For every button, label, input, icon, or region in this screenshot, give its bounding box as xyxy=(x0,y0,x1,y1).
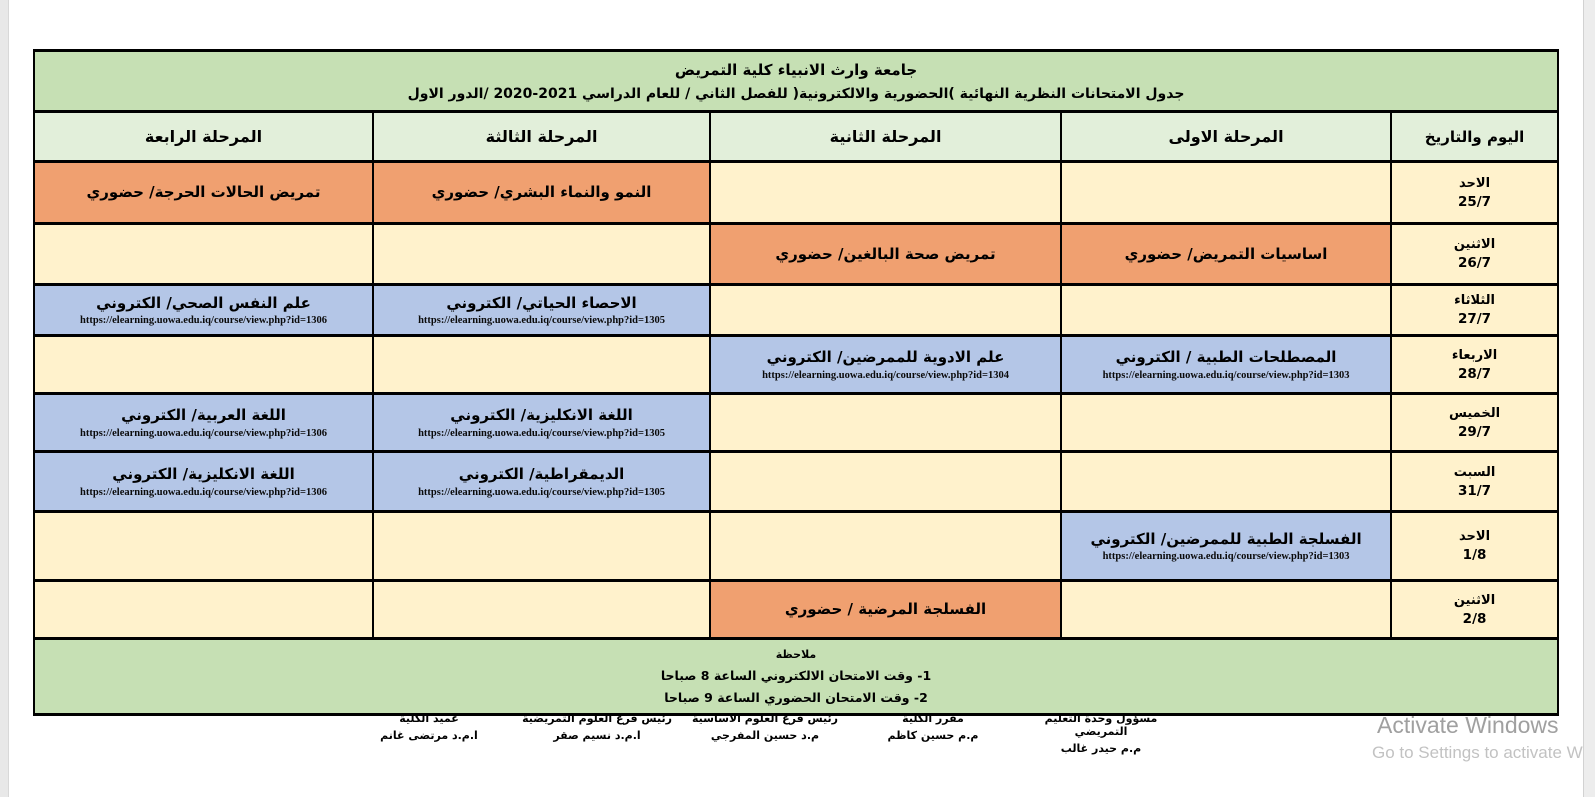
signature-title: مقرر الكلية xyxy=(902,712,964,725)
signature-title: عميد الكلية xyxy=(399,712,459,725)
exam-cell-onsite: تمريض الحالات الحرجة/ حضوري xyxy=(34,162,373,224)
notes-row xyxy=(34,639,1558,715)
course-link[interactable]: https://elearning.uowa.edu.iq/course/view.php?id=1305 xyxy=(418,315,665,327)
exam-cell-online: علم النفس الصحي/ الكتروني https://elearning.uowa.edu.iq/course/view.php?id=1306 xyxy=(34,285,373,336)
table-row xyxy=(34,452,1558,512)
exam-cell-empty xyxy=(34,224,373,285)
notes-cell xyxy=(34,639,1558,715)
day-date-cell: الخميس 29/7 xyxy=(1391,394,1558,452)
day-date-cell: السبت 31/7 xyxy=(1391,452,1558,512)
signature-name: م.م حيدر غالب xyxy=(1060,742,1142,756)
activate-windows-watermark: Activate Windows xyxy=(1377,712,1559,738)
day-date-cell: الاربعاء 28/7 xyxy=(1391,336,1558,394)
signature-name: م.م حسين كاظم xyxy=(887,729,979,743)
exam-cell-empty xyxy=(1061,394,1391,452)
day-date-cell: الاثنين 26/7 xyxy=(1391,224,1558,285)
exam-cell-empty xyxy=(373,336,710,394)
day-date-cell: الاحد 25/7 xyxy=(1391,162,1558,224)
signature-title: رئيس فرع العلوم التمريضية xyxy=(522,712,672,725)
exam-cell-onsite: الفسلجة المرضية / حضوري xyxy=(710,581,1061,639)
exam-cell-empty xyxy=(710,512,1061,581)
exam-cell-empty xyxy=(710,452,1061,512)
exam-cell-empty xyxy=(373,512,710,581)
activate-windows-hint: Go to Settings to activate W xyxy=(1372,743,1583,762)
exam-cell-empty xyxy=(1061,452,1391,512)
day-date-cell: الاثنين 2/8 xyxy=(1391,581,1558,639)
signature-block xyxy=(513,712,681,756)
table-row xyxy=(34,394,1558,452)
course-link[interactable]: https://elearning.uowa.edu.iq/course/view.php?id=1304 xyxy=(762,369,1009,381)
exam-cell-empty xyxy=(710,285,1061,336)
signature-name: م.د حسين المفرجي xyxy=(710,729,820,743)
table-title-row xyxy=(34,51,1558,112)
day-date-cell: الثلاثاء 27/7 xyxy=(1391,285,1558,336)
table-row xyxy=(34,285,1558,336)
table-row xyxy=(34,224,1558,285)
table-row xyxy=(34,336,1558,394)
column-header-stage2: المرحلة الثانية xyxy=(710,112,1061,162)
exam-cell-empty xyxy=(710,394,1061,452)
course-link[interactable]: https://elearning.uowa.edu.iq/course/view.php?id=1306 xyxy=(80,427,327,439)
window-left-edge xyxy=(0,0,9,797)
exam-cell-empty xyxy=(373,224,710,285)
table-title-cell xyxy=(34,51,1558,112)
column-header-date: اليوم والتاريخ xyxy=(1391,112,1558,162)
course-link[interactable]: https://elearning.uowa.edu.iq/course/view.php?id=1305 xyxy=(418,427,665,439)
university-title: جامعة وارث الانبياء كلية التمريض xyxy=(674,60,918,79)
exam-cell-empty xyxy=(34,512,373,581)
exam-cell-online: المصطلحات الطبية / الكتروني https://elearning.uowa.edu.iq/course/view.php?id=1303 xyxy=(1061,336,1391,394)
note-electronic-time: 1- وقت الامتحان الالكتروني الساعة 8 صباحا xyxy=(660,668,932,683)
exam-cell-empty xyxy=(1061,581,1391,639)
signature-name: ا.م.د مرتضى غانم xyxy=(380,729,478,743)
exam-cell-empty xyxy=(1061,285,1391,336)
signature-block xyxy=(1017,712,1185,756)
exam-cell-online: اللغة الانكليزية/ الكتروني https://elearning.uowa.edu.iq/course/view.php?id=1306 xyxy=(34,452,373,512)
course-link[interactable]: https://elearning.uowa.edu.iq/course/view.php?id=1303 xyxy=(1102,551,1350,563)
exam-cell-empty xyxy=(34,336,373,394)
exam-cell-onsite: اساسيات التمريض/ حضوري xyxy=(1061,224,1391,285)
day-date-cell: الاحد 1/8 xyxy=(1391,512,1558,581)
course-link[interactable]: https://elearning.uowa.edu.iq/course/view.php?id=1306 xyxy=(80,486,327,498)
column-header-stage4: المرحلة الرابعة xyxy=(34,112,373,162)
exam-cell-empty xyxy=(1061,162,1391,224)
schedule-title: جدول الامتحانات النظرية النهائية )الحضورية والالكترونية( للفصل الثاني / للعام الدراسي 2021-2020 /الدور الاول xyxy=(407,85,1185,102)
exam-cell-online: علم الادوية للممرضين/ الكتروني https://elearning.uowa.edu.iq/course/view.php?id=1304 xyxy=(710,336,1061,394)
column-header-stage3: المرحلة الثالثة xyxy=(373,112,710,162)
column-header-stage1: المرحلة الاولى xyxy=(1061,112,1391,162)
column-header-row xyxy=(34,112,1558,162)
exam-cell-empty xyxy=(710,162,1061,224)
exam-cell-online: الاحصاء الحياتي/ الكتروني https://elearning.uowa.edu.iq/course/view.php?id=1305 xyxy=(373,285,710,336)
exam-cell-online: الفسلجة الطبية للممرضين/ الكتروني https://elearning.uowa.edu.iq/course/view.php?id=1303 xyxy=(1061,512,1391,581)
exam-cell-onsite: تمريض صحة البالغين/ حضوري xyxy=(710,224,1061,285)
exam-cell-online: اللغة الانكليزية/ الكتروني https://elearning.uowa.edu.iq/course/view.php?id=1305 xyxy=(373,394,710,452)
course-link[interactable]: https://elearning.uowa.edu.iq/course/view.php?id=1303 xyxy=(1102,369,1350,381)
vertical-scrollbar[interactable] xyxy=(1583,0,1595,797)
note-onsite-time: 2- وقت الامتحان الحضوري الساعة 9 صباحا xyxy=(664,690,928,705)
signatures-row xyxy=(345,712,1185,756)
table-row xyxy=(34,581,1558,639)
exam-cell-empty xyxy=(34,581,373,639)
course-link[interactable]: https://elearning.uowa.edu.iq/course/view.php?id=1305 xyxy=(418,486,665,498)
exam-cell-online: اللغة العربية/ الكتروني https://elearning.uowa.edu.iq/course/view.php?id=1306 xyxy=(34,394,373,452)
table-row xyxy=(34,512,1558,581)
course-link[interactable]: https://elearning.uowa.edu.iq/course/view.php?id=1306 xyxy=(80,315,327,327)
exam-cell-onsite: النمو والنماء البشري/ حضوري xyxy=(373,162,710,224)
signature-block xyxy=(345,712,513,756)
table-row xyxy=(34,162,1558,224)
signature-block xyxy=(681,712,849,756)
signature-block xyxy=(849,712,1017,756)
signature-name: ا.م.د نسيم صقر xyxy=(553,729,641,743)
notes-heading: ملاحظة xyxy=(775,648,817,661)
signature-title: مسؤول وحدة التعليم التمريضي xyxy=(1044,712,1158,739)
exam-schedule-table xyxy=(33,49,1559,716)
exam-cell-empty xyxy=(373,581,710,639)
exam-cell-online: الديمقراطية/ الكتروني https://elearning.uowa.edu.iq/course/view.php?id=1305 xyxy=(373,452,710,512)
signature-title: رئيس فرع العلوم الاساسية xyxy=(692,712,838,725)
